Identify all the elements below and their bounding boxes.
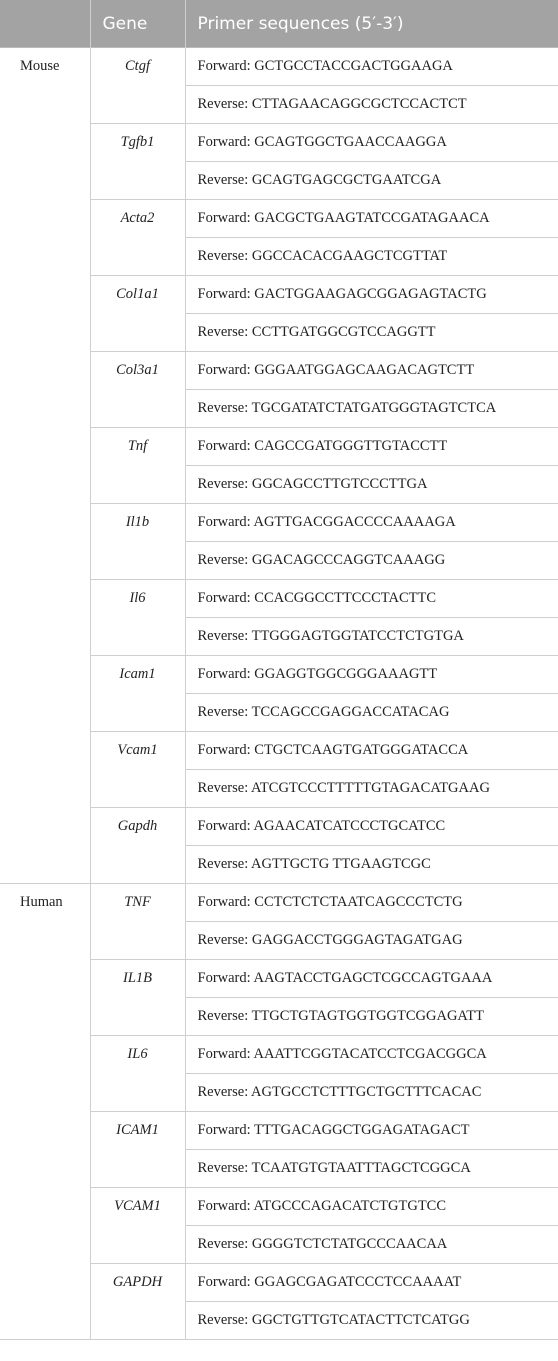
reverse-primer-cell: Reverse: GGCCACACGAAGCTCGTTAT [185, 238, 558, 276]
forward-primer-cell: Forward: GGAGCGAGATCCCTCCAAAAT [185, 1264, 558, 1302]
forward-primer-cell: Forward: ATGCCCAGACATCTGTGTCC [185, 1188, 558, 1226]
gene-cell: Acta2 [90, 200, 185, 276]
gene-cell: Ctgf [90, 48, 185, 124]
gene-cell: Tnf [90, 428, 185, 504]
gene-cell: Il6 [90, 580, 185, 656]
table-row [0, 884, 558, 922]
forward-primer-cell: Forward: AGAACATCATCCCTGCATCC [185, 808, 558, 846]
gene-cell: ICAM1 [90, 1112, 185, 1188]
forward-primer-cell: Forward: AAGTACCTGAGCTCGCCAGTGAAA [185, 960, 558, 998]
reverse-primer-cell: Reverse: TCAATGTGTAATTTAGCTCGGCA [185, 1150, 558, 1188]
forward-primer-cell: Forward: GCAGTGGCTGAACCAAGGA [185, 124, 558, 162]
gene-cell: TNF [90, 884, 185, 960]
forward-primer-cell: Forward: AAATTCGGTACATCCTCGACGGCA [185, 1036, 558, 1074]
forward-primer-cell: Forward: TTTGACAGGCTGGAGATAGACT [185, 1112, 558, 1150]
gene-cell: GAPDH [90, 1264, 185, 1340]
reverse-primer-cell: Reverse: GCAGTGAGCGCTGAATCGA [185, 162, 558, 200]
species-cell: Human [0, 884, 90, 1340]
header-species [0, 0, 90, 48]
forward-primer-cell: Forward: AGTTGACGGACCCCAAAAGA [185, 504, 558, 542]
reverse-primer-cell: Reverse: CCTTGATGGCGTCCAGGTT [185, 314, 558, 352]
header-primers: Primer sequences (5′-3′) [185, 0, 558, 48]
reverse-primer-cell: Reverse: GGGGTCTCTATGCCCAACAA [185, 1226, 558, 1264]
gene-cell: Vcam1 [90, 732, 185, 808]
reverse-primer-cell: Reverse: GGCTGTTGTCATACTTCTCATGG [185, 1302, 558, 1340]
reverse-primer-cell: Reverse: GAGGACCTGGGAGTAGATGAG [185, 922, 558, 960]
table-header [0, 0, 558, 48]
reverse-primer-cell: Reverse: AGTGCCTCTTTGCTGCTTTCACAC [185, 1074, 558, 1112]
reverse-primer-cell: Reverse: ATCGTCCCTTTTTGTAGACATGAAG [185, 770, 558, 808]
table-row [0, 48, 558, 86]
gene-cell: IL6 [90, 1036, 185, 1112]
forward-primer-cell: Forward: GCTGCCTACCGACTGGAAGA [185, 48, 558, 86]
forward-primer-cell: Forward: GACGCTGAAGTATCCGATAGAACA [185, 200, 558, 238]
gene-cell: Il1b [90, 504, 185, 580]
gene-cell: IL1B [90, 960, 185, 1036]
forward-primer-cell: Forward: CAGCCGATGGGTTGTACCTT [185, 428, 558, 466]
gene-cell: Tgfb1 [90, 124, 185, 200]
forward-primer-cell: Forward: GACTGGAAGAGCGGAGAGTACTG [185, 276, 558, 314]
header-gene: Gene [90, 0, 185, 48]
reverse-primer-cell: Reverse: TCCAGCCGAGGACCATACAG [185, 694, 558, 732]
gene-cell: Gapdh [90, 808, 185, 884]
reverse-primer-cell: Reverse: TGCGATATCTATGATGGGTAGTCTCA [185, 390, 558, 428]
forward-primer-cell: Forward: CCACGGCCTTCCCTACTTC [185, 580, 558, 618]
reverse-primer-cell: Reverse: GGACAGCCCAGGTCAAAGG [185, 542, 558, 580]
gene-cell: Col1a1 [90, 276, 185, 352]
gene-cell: VCAM1 [90, 1188, 185, 1264]
reverse-primer-cell: Reverse: TTGCTGTAGTGGTGGTCGGAGATT [185, 998, 558, 1036]
forward-primer-cell: Forward: GGGAATGGAGCAAGACAGTCTT [185, 352, 558, 390]
forward-primer-cell: Forward: CCTCTCTCTAATCAGCCCTCTG [185, 884, 558, 922]
reverse-primer-cell: Reverse: AGTTGCTG TTGAAGTCGC [185, 846, 558, 884]
reverse-primer-cell: Reverse: TTGGGAGTGGTATCCTCTGTGA [185, 618, 558, 656]
header-row [0, 0, 558, 48]
reverse-primer-cell: Reverse: CTTAGAACAGGCGCTCCACTCT [185, 86, 558, 124]
gene-cell: Col3a1 [90, 352, 185, 428]
forward-primer-cell: Forward: CTGCTCAAGTGATGGGATACCA [185, 732, 558, 770]
gene-cell: Icam1 [90, 656, 185, 732]
reverse-primer-cell: Reverse: GGCAGCCTTGTCCCTTGA [185, 466, 558, 504]
table-body [0, 48, 558, 1340]
species-cell: Mouse [0, 48, 90, 884]
forward-primer-cell: Forward: GGAGGTGGCGGGAAAGTT [185, 656, 558, 694]
